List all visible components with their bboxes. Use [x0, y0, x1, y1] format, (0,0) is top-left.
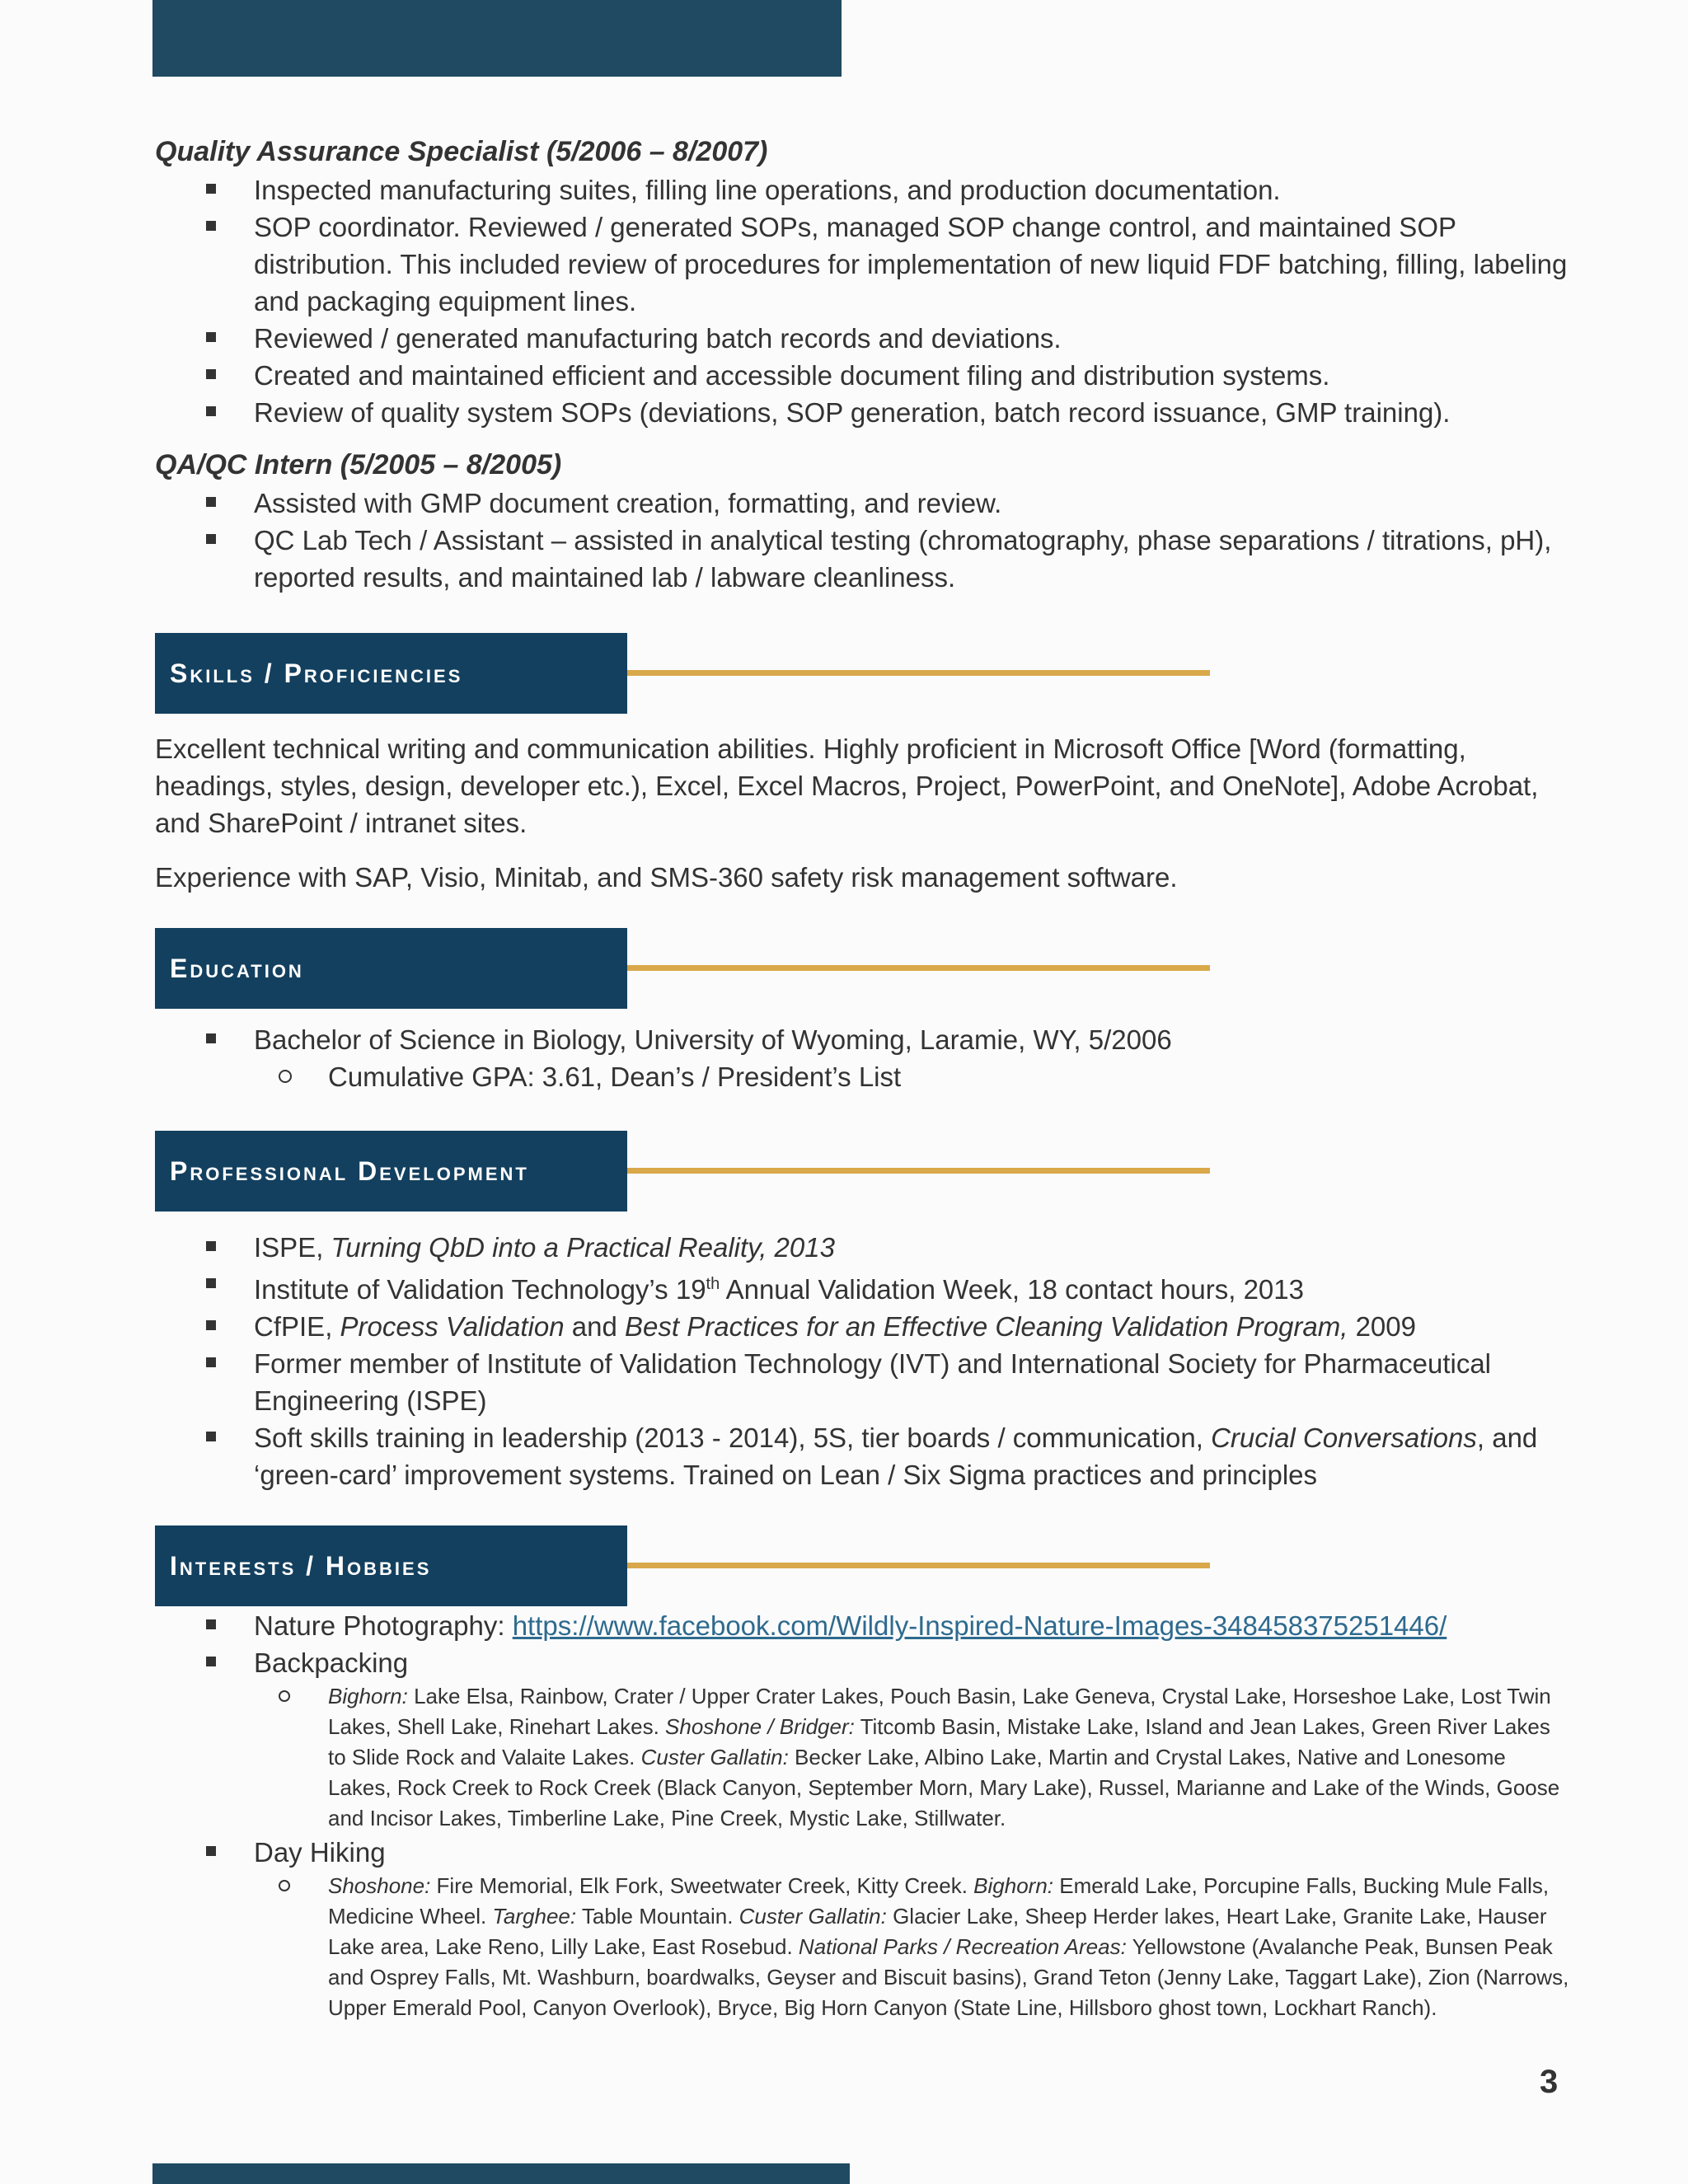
- education-list: [155, 1021, 1573, 1095]
- heading-accent-line: [627, 1168, 1210, 1174]
- list-item: SOP coordinator. Reviewed / generated SOPs, managed SOP change control, and maintained SOP distribution. This included review of procedures for implementation of new liquid FDF batching, filling, labeling and packaging equipment lines.: [155, 209, 1573, 320]
- superscript: th: [706, 1275, 720, 1293]
- text-run: Titcomb Basin, Mistake Lake, Island and Jean Lakes, Green River Lakes to Slide Rock and Valaite Lakes.: [328, 1714, 1550, 1769]
- text-run: CfPIE,: [254, 1311, 340, 1342]
- list-item: [155, 1021, 1573, 1095]
- list-item: Assisted with GMP document creation, formatting, and review.: [155, 485, 1573, 522]
- text-run-italic: Crucial Conversations: [1211, 1422, 1477, 1453]
- region-label: National Parks / Recreation Areas:: [798, 1934, 1127, 1959]
- text-run-italic: Best Practices for an Effective Cleaning Validation Program,: [625, 1311, 1348, 1342]
- list-item: QC Lab Tech / Assistant – assisted in analytical testing (chromatography, phase separations / titrations, pH), reported results, and maintained lab / labware cleanliness.: [155, 522, 1573, 596]
- text-run: Emerald Lake, Porcupine Falls, Bucking Mule Falls, Medicine Wheel.: [328, 1873, 1550, 1929]
- region-label: Bighorn:: [973, 1873, 1053, 1898]
- footer-bar: [152, 2163, 850, 2184]
- text-run: Soft skills training in leadership (2013 - 2014), 5S, tier boards / communication,: [254, 1422, 1212, 1453]
- list-item: Reviewed / generated manufacturing batch records and deviations.: [155, 320, 1573, 357]
- region-label: Targhee:: [492, 1904, 577, 1929]
- backpacking-sublist: [254, 1681, 1573, 1834]
- page-number: 3: [1540, 2064, 1559, 2100]
- job-title-qa-qc-intern: QA/QC Intern (5/2005 – 8/2005): [155, 449, 562, 480]
- text-run: Becker Lake, Albino Lake, Martin and Crystal Lakes, Native and Lonesome Lakes, Rock Creek to Rock Creek (Black Canyon, September Morn, Mary Lake), Russel, Marianne and Lake of the Winds, Goose and Incisor Lakes, Timberline Lake, Pine Creek, Mystic Lake, Stillwater.: [328, 1745, 1560, 1830]
- interests-list: [155, 1607, 1573, 2023]
- text-run: Table Mountain.: [576, 1904, 739, 1929]
- region-label: Bighorn:: [328, 1684, 408, 1708]
- heading-label: Education: [170, 954, 304, 983]
- text-run: Nature Photography:: [254, 1610, 513, 1641]
- text-run-italic: Process Validation: [340, 1311, 565, 1342]
- facebook-photography-link[interactable]: https://www.facebook.com/Wildly-Inspired-Nature-Images-348458375251446/: [512, 1610, 1447, 1641]
- heading-accent-line: [627, 965, 1210, 971]
- list-item: Created and maintained efficient and accessible document filing and distribution systems.: [155, 357, 1573, 394]
- day-hiking-label: Day Hiking: [254, 1837, 386, 1868]
- skills-paragraph-1: Excellent technical writing and communication abilities. Highly proficient in Microsoft Office [Word (formatting, headings, styles, design, developer etc.), Excel, Excel Macros, Project, PowerPoint, and OneNote], Adobe Acrobat, and SharePoint / intranet sites.: [155, 733, 1539, 838]
- text-run: Annual Validation Week, 18 contact hours, 2013: [720, 1274, 1304, 1305]
- text-run: Glacier Lake, Sheep Herder lakes, Heart Lake, Granite Lake, Hauser Lake area, Lake Reno, Lilly Lake, East Rosebud.: [328, 1904, 1547, 1959]
- backpacking-details: [254, 1681, 1573, 1834]
- list-item: [155, 1229, 1573, 1266]
- region-label: Shoshone / Bridger:: [665, 1714, 855, 1739]
- text-run: , and ‘green-card’ improvement systems. Trained on Lean / Six Sigma practices and principles: [254, 1422, 1538, 1490]
- text-run: and: [564, 1311, 626, 1342]
- list-item: Review of quality system SOPs (deviations, SOP generation, batch record issuance, GMP training).: [155, 394, 1573, 431]
- text-run: 2009: [1348, 1311, 1416, 1342]
- job-qa-qc-intern-bullets: [155, 485, 1573, 596]
- heading-accent-line: [627, 1563, 1210, 1568]
- education-sublist: [254, 1058, 1573, 1095]
- text-run: Lake Elsa, Rainbow, Crater / Upper Crater Lakes, Pouch Basin, Lake Geneva, Crystal Lake, Horseshoe Lake, Lost Twin Lakes, Shell Lake, Rinehart Lakes.: [328, 1684, 1551, 1739]
- degree-text: Bachelor of Science in Biology, University of Wyoming, Laramie, WY, 5/2006: [254, 1024, 1172, 1055]
- region-label: Custer Gallatin:: [738, 1904, 887, 1929]
- text-run: Fire Memorial, Elk Fork, Sweetwater Creek, Kitty Creek.: [430, 1873, 974, 1898]
- job-title-qa-specialist: Quality Assurance Specialist (5/2006 – 8/2007): [155, 136, 768, 167]
- list-item: [155, 1266, 1573, 1308]
- list-item: Inspected manufacturing suites, filling line operations, and production documentation.: [155, 171, 1573, 209]
- list-item: [155, 1607, 1573, 1644]
- heading-accent-line: [627, 670, 1210, 676]
- list-item: [155, 1419, 1573, 1493]
- day-hiking-sublist: [254, 1871, 1573, 2023]
- list-item: [155, 1308, 1573, 1345]
- header-bar: [152, 0, 842, 77]
- professional-development-list: [155, 1229, 1573, 1493]
- heading-label: Professional Development: [170, 1156, 529, 1186]
- region-label: Custer Gallatin:: [640, 1745, 789, 1769]
- text-run: Institute of Validation Technology’s 19: [254, 1274, 706, 1305]
- heading-label: Skills / Proficiencies: [170, 658, 463, 688]
- region-label: Shoshone:: [328, 1873, 431, 1898]
- text-run: ISPE,: [254, 1232, 331, 1263]
- list-item: [155, 1834, 1573, 2023]
- backpacking-label: Backpacking: [254, 1647, 409, 1678]
- text-run: Yellowstone (Avalanche Peak, Bunsen Peak and Osprey Falls, Mt. Washburn, boardwalks, Geyser and Biscuit basins), Grand Teton (Jenny Lake, Taggart Lake), Zion (Narrows, Upper Emerald Pool, Canyon Overlook), Bryce, Big Horn Canyon (State Line, Hillsboro ghost town, Lockhart Ranch).: [328, 1934, 1569, 2020]
- day-hiking-details: [254, 1871, 1573, 2023]
- skills-paragraph-2: Experience with SAP, Visio, Minitab, and SMS-360 safety risk management software.: [155, 862, 1178, 893]
- list-item: [155, 1644, 1573, 1834]
- gpa-item: Cumulative GPA: 3.61, Dean’s / President’s List: [254, 1058, 1573, 1095]
- list-item: Former member of Institute of Validation Technology (IVT) and International Society for Pharmaceutical Engineering (ISPE): [155, 1345, 1573, 1419]
- job-qa-specialist-bullets: [155, 171, 1573, 431]
- heading-label: Interests / Hobbies: [170, 1551, 432, 1581]
- text-run-italic: Turning QbD into a Practical Reality, 2013: [331, 1232, 835, 1263]
